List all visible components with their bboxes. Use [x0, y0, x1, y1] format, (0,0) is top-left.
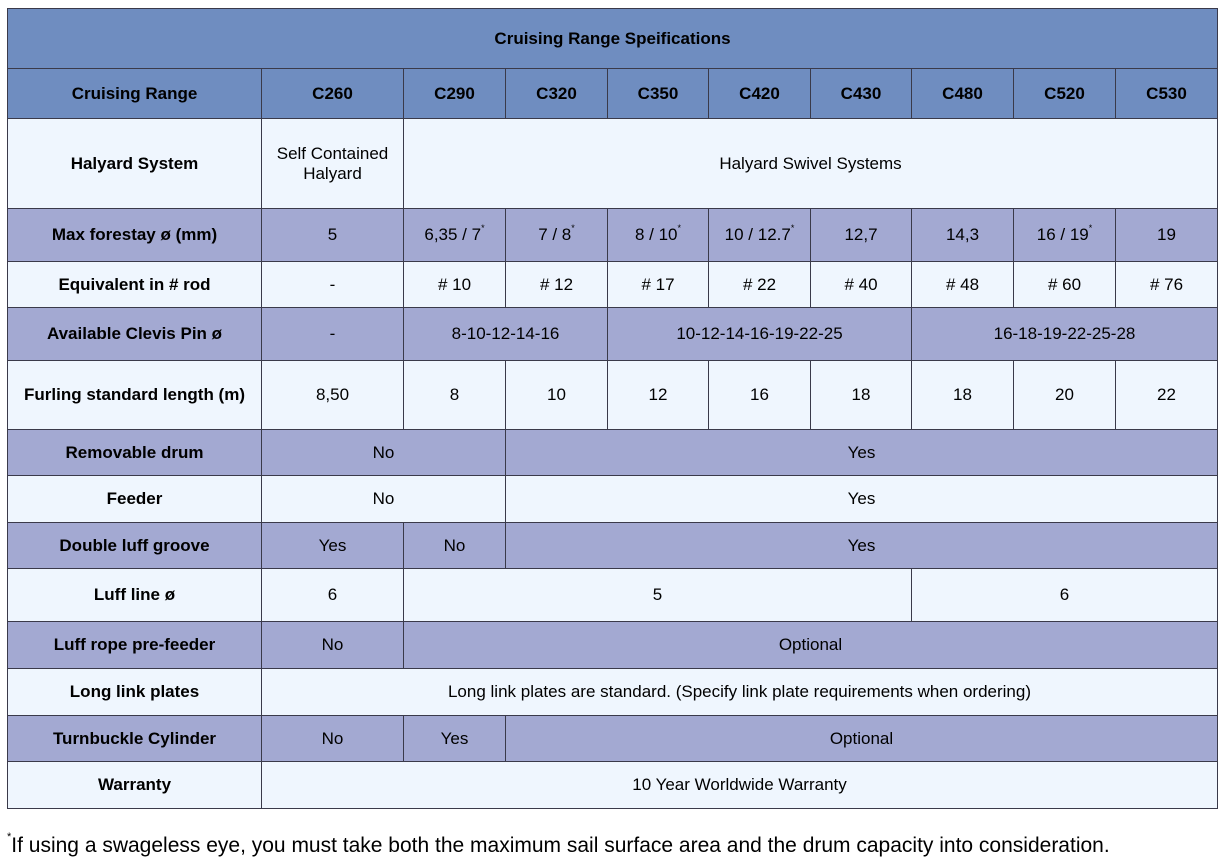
cell: Halyard Swivel Systems [404, 119, 1218, 209]
cell: Optional [506, 716, 1218, 762]
row-label: Available Clevis Pin ø [8, 308, 262, 361]
asterisk-marker: * [1088, 223, 1093, 233]
header-row [8, 69, 1218, 119]
model-header: C420 [709, 69, 811, 119]
cell: 10-12-14-16-19-22-25 [608, 308, 912, 361]
cell: 16-18-19-22-25-28 [912, 308, 1218, 361]
cell: 8-10-12-14-16 [404, 308, 608, 361]
cell: 5 [404, 569, 912, 622]
cell: Optional [404, 622, 1218, 669]
cell: 22 [1116, 361, 1218, 430]
row-luff-rope-prefeeder [8, 622, 1218, 669]
cell: 8 [404, 361, 506, 430]
row-label: Warranty [8, 762, 262, 809]
model-header: C480 [912, 69, 1014, 119]
cell: 16 / 19* [1014, 209, 1116, 262]
model-header: C530 [1116, 69, 1218, 119]
model-header: C430 [811, 69, 912, 119]
cell: 14,3 [912, 209, 1014, 262]
cell: Yes [262, 523, 404, 569]
cell: 10 / 12.7* [709, 209, 811, 262]
row-double-luff-groove [8, 523, 1218, 569]
cell: # 48 [912, 262, 1014, 308]
model-header: C260 [262, 69, 404, 119]
row-label: Max forestay ø (mm) [8, 209, 262, 262]
row-label: Luff rope pre-feeder [8, 622, 262, 669]
asterisk-marker: * [481, 223, 485, 233]
cell: Self Contained Halyard [262, 119, 404, 209]
asterisk-marker: * [790, 223, 795, 233]
cell: Yes [506, 523, 1218, 569]
cell: No [262, 430, 506, 476]
header-label: Cruising Range [8, 69, 262, 119]
row-label: Removable drum [8, 430, 262, 476]
cell: 6 [912, 569, 1218, 622]
row-turnbuckle-cylinder [8, 716, 1218, 762]
cell: Yes [506, 476, 1218, 523]
cell: # 76 [1116, 262, 1218, 308]
row-label: Equivalent in # rod [8, 262, 262, 308]
cell: 12 [608, 361, 709, 430]
cell: 10 Year Worldwide Warranty [262, 762, 1218, 809]
cell: # 17 [608, 262, 709, 308]
footnote-marker: * [7, 831, 12, 843]
row-luff-line [8, 569, 1218, 622]
cell: 18 [811, 361, 912, 430]
row-label: Furling standard length (m) [8, 361, 262, 430]
cell: 19 [1116, 209, 1218, 262]
cell: No [262, 716, 404, 762]
cell: Long link plates are standard. (Specify link plate requirements when ordering) [262, 669, 1218, 716]
row-label: Double luff groove [8, 523, 262, 569]
cell: Yes [404, 716, 506, 762]
cell: # 40 [811, 262, 912, 308]
footnote-text: If using a swageless eye, you must take both the maximum sail surface area and the drum capacity into consideration. [11, 834, 1110, 857]
cell: - [262, 308, 404, 361]
cell: 7 / 8* [506, 209, 608, 262]
cell: # 22 [709, 262, 811, 308]
cell: # 60 [1014, 262, 1116, 308]
cell: No [404, 523, 506, 569]
footnote [7, 831, 1110, 858]
row-label: Feeder [8, 476, 262, 523]
row-label: Halyard System [8, 119, 262, 209]
cell: 12,7 [811, 209, 912, 262]
row-label: Luff line ø [8, 569, 262, 622]
row-long-link-plates [8, 669, 1218, 716]
row-feeder [8, 476, 1218, 523]
cell: 6 [262, 569, 404, 622]
cell: No [262, 622, 404, 669]
asterisk-marker: * [571, 223, 575, 233]
cell: # 10 [404, 262, 506, 308]
cell: 8 / 10* [608, 209, 709, 262]
asterisk-marker: * [677, 223, 682, 233]
cell: # 12 [506, 262, 608, 308]
model-header: C520 [1014, 69, 1116, 119]
row-clevis-pin [8, 308, 1218, 361]
model-header: C350 [608, 69, 709, 119]
row-warranty [8, 762, 1218, 809]
cell: 5 [262, 209, 404, 262]
table-title: Cruising Range Speifications [8, 9, 1218, 69]
cell: 8,50 [262, 361, 404, 430]
model-header: C320 [506, 69, 608, 119]
row-halyard-system [8, 119, 1218, 209]
row-label: Turnbuckle Cylinder [8, 716, 262, 762]
cell: 18 [912, 361, 1014, 430]
cell: 16 [709, 361, 811, 430]
cell: 10 [506, 361, 608, 430]
model-header: C290 [404, 69, 506, 119]
row-equivalent-rod [8, 262, 1218, 308]
row-furling-length [8, 361, 1218, 430]
cell: Yes [506, 430, 1218, 476]
cell: 20 [1014, 361, 1116, 430]
row-label: Long link plates [8, 669, 262, 716]
row-removable-drum [8, 430, 1218, 476]
cell: No [262, 476, 506, 523]
cell: 6,35 / 7* [404, 209, 506, 262]
row-max-forestay [8, 209, 1218, 262]
specifications-table [7, 8, 1218, 809]
cell: - [262, 262, 404, 308]
